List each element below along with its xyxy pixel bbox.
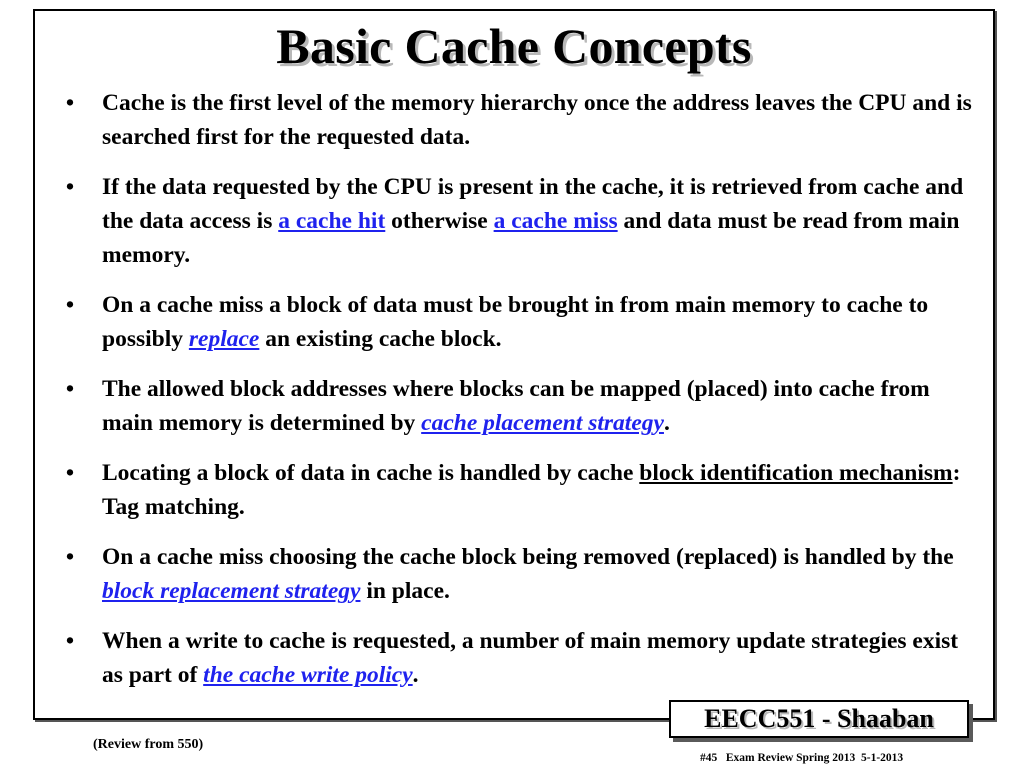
bullet-item <box>60 288 980 356</box>
slide-title: Basic Cache Concepts <box>276 18 752 74</box>
bullet-text: On a cache miss choosing the cache block being removed (replaced) is handled by the <box>102 544 954 570</box>
review-note: (Review from 550) <box>93 737 204 752</box>
bullet-marker: • <box>65 174 75 200</box>
bullet-text: in place. <box>360 578 450 604</box>
term-link[interactable]: a cache hit <box>278 208 386 234</box>
bullet-list <box>60 86 980 708</box>
bullet-item <box>60 170 980 272</box>
bullet-text: When a write to cache is requested, a number of main memory update strategies exist as part of <box>102 628 959 688</box>
term-link[interactable]: cache placement strategy <box>421 410 664 436</box>
bullet-text: Cache is the first level of the memory hierarchy once the address leaves the CPU and is searched first for the requested data. <box>102 90 972 150</box>
bullet-marker: • <box>65 460 75 486</box>
bullet-text: On a cache miss a block of data must be brought in from main memory to cache to possibly <box>102 292 929 352</box>
bullet-marker: • <box>65 90 75 116</box>
underlined-term: block identification mechanism <box>639 460 953 486</box>
bullet-text: and data must be read from main memory. <box>102 208 960 268</box>
slide-frame <box>33 9 995 720</box>
bullet-text: . <box>412 662 419 688</box>
bullet-text: If the data requested by the CPU is present in the cache, it is retrieved from cache and the data access is <box>102 174 964 234</box>
term-link[interactable]: the cache write policy <box>203 662 413 688</box>
bullet-item <box>60 456 980 524</box>
bullet-item <box>60 372 980 440</box>
bullet-text: The allowed block addresses where blocks can be mapped (placed) into cache from main memory is determined by <box>102 376 930 436</box>
slide-footer: #45 Exam Review Spring 2013 5-1-2013 <box>700 752 904 764</box>
bullet-text: Locating a block of data in cache is handled by cache <box>102 460 640 486</box>
bullet-item <box>60 86 980 154</box>
bullet-text: otherwise <box>385 208 494 234</box>
term-link[interactable]: block replacement strategy <box>102 578 361 604</box>
term-link[interactable]: replace <box>188 326 260 352</box>
bullet-text: . <box>663 410 670 436</box>
bullet-text: an existing cache block. <box>259 326 502 352</box>
bullet-item <box>60 624 980 692</box>
bullet-marker: • <box>65 544 75 570</box>
bullet-marker: • <box>65 376 75 402</box>
bullet-item <box>60 540 980 608</box>
bullet-marker: • <box>65 628 75 654</box>
course-badge: EECC551 - Shaaban <box>669 700 969 738</box>
bullet-text: : Tag matching. <box>102 460 961 520</box>
bullet-marker: • <box>65 292 75 318</box>
term-link[interactable]: a cache miss <box>493 208 618 234</box>
